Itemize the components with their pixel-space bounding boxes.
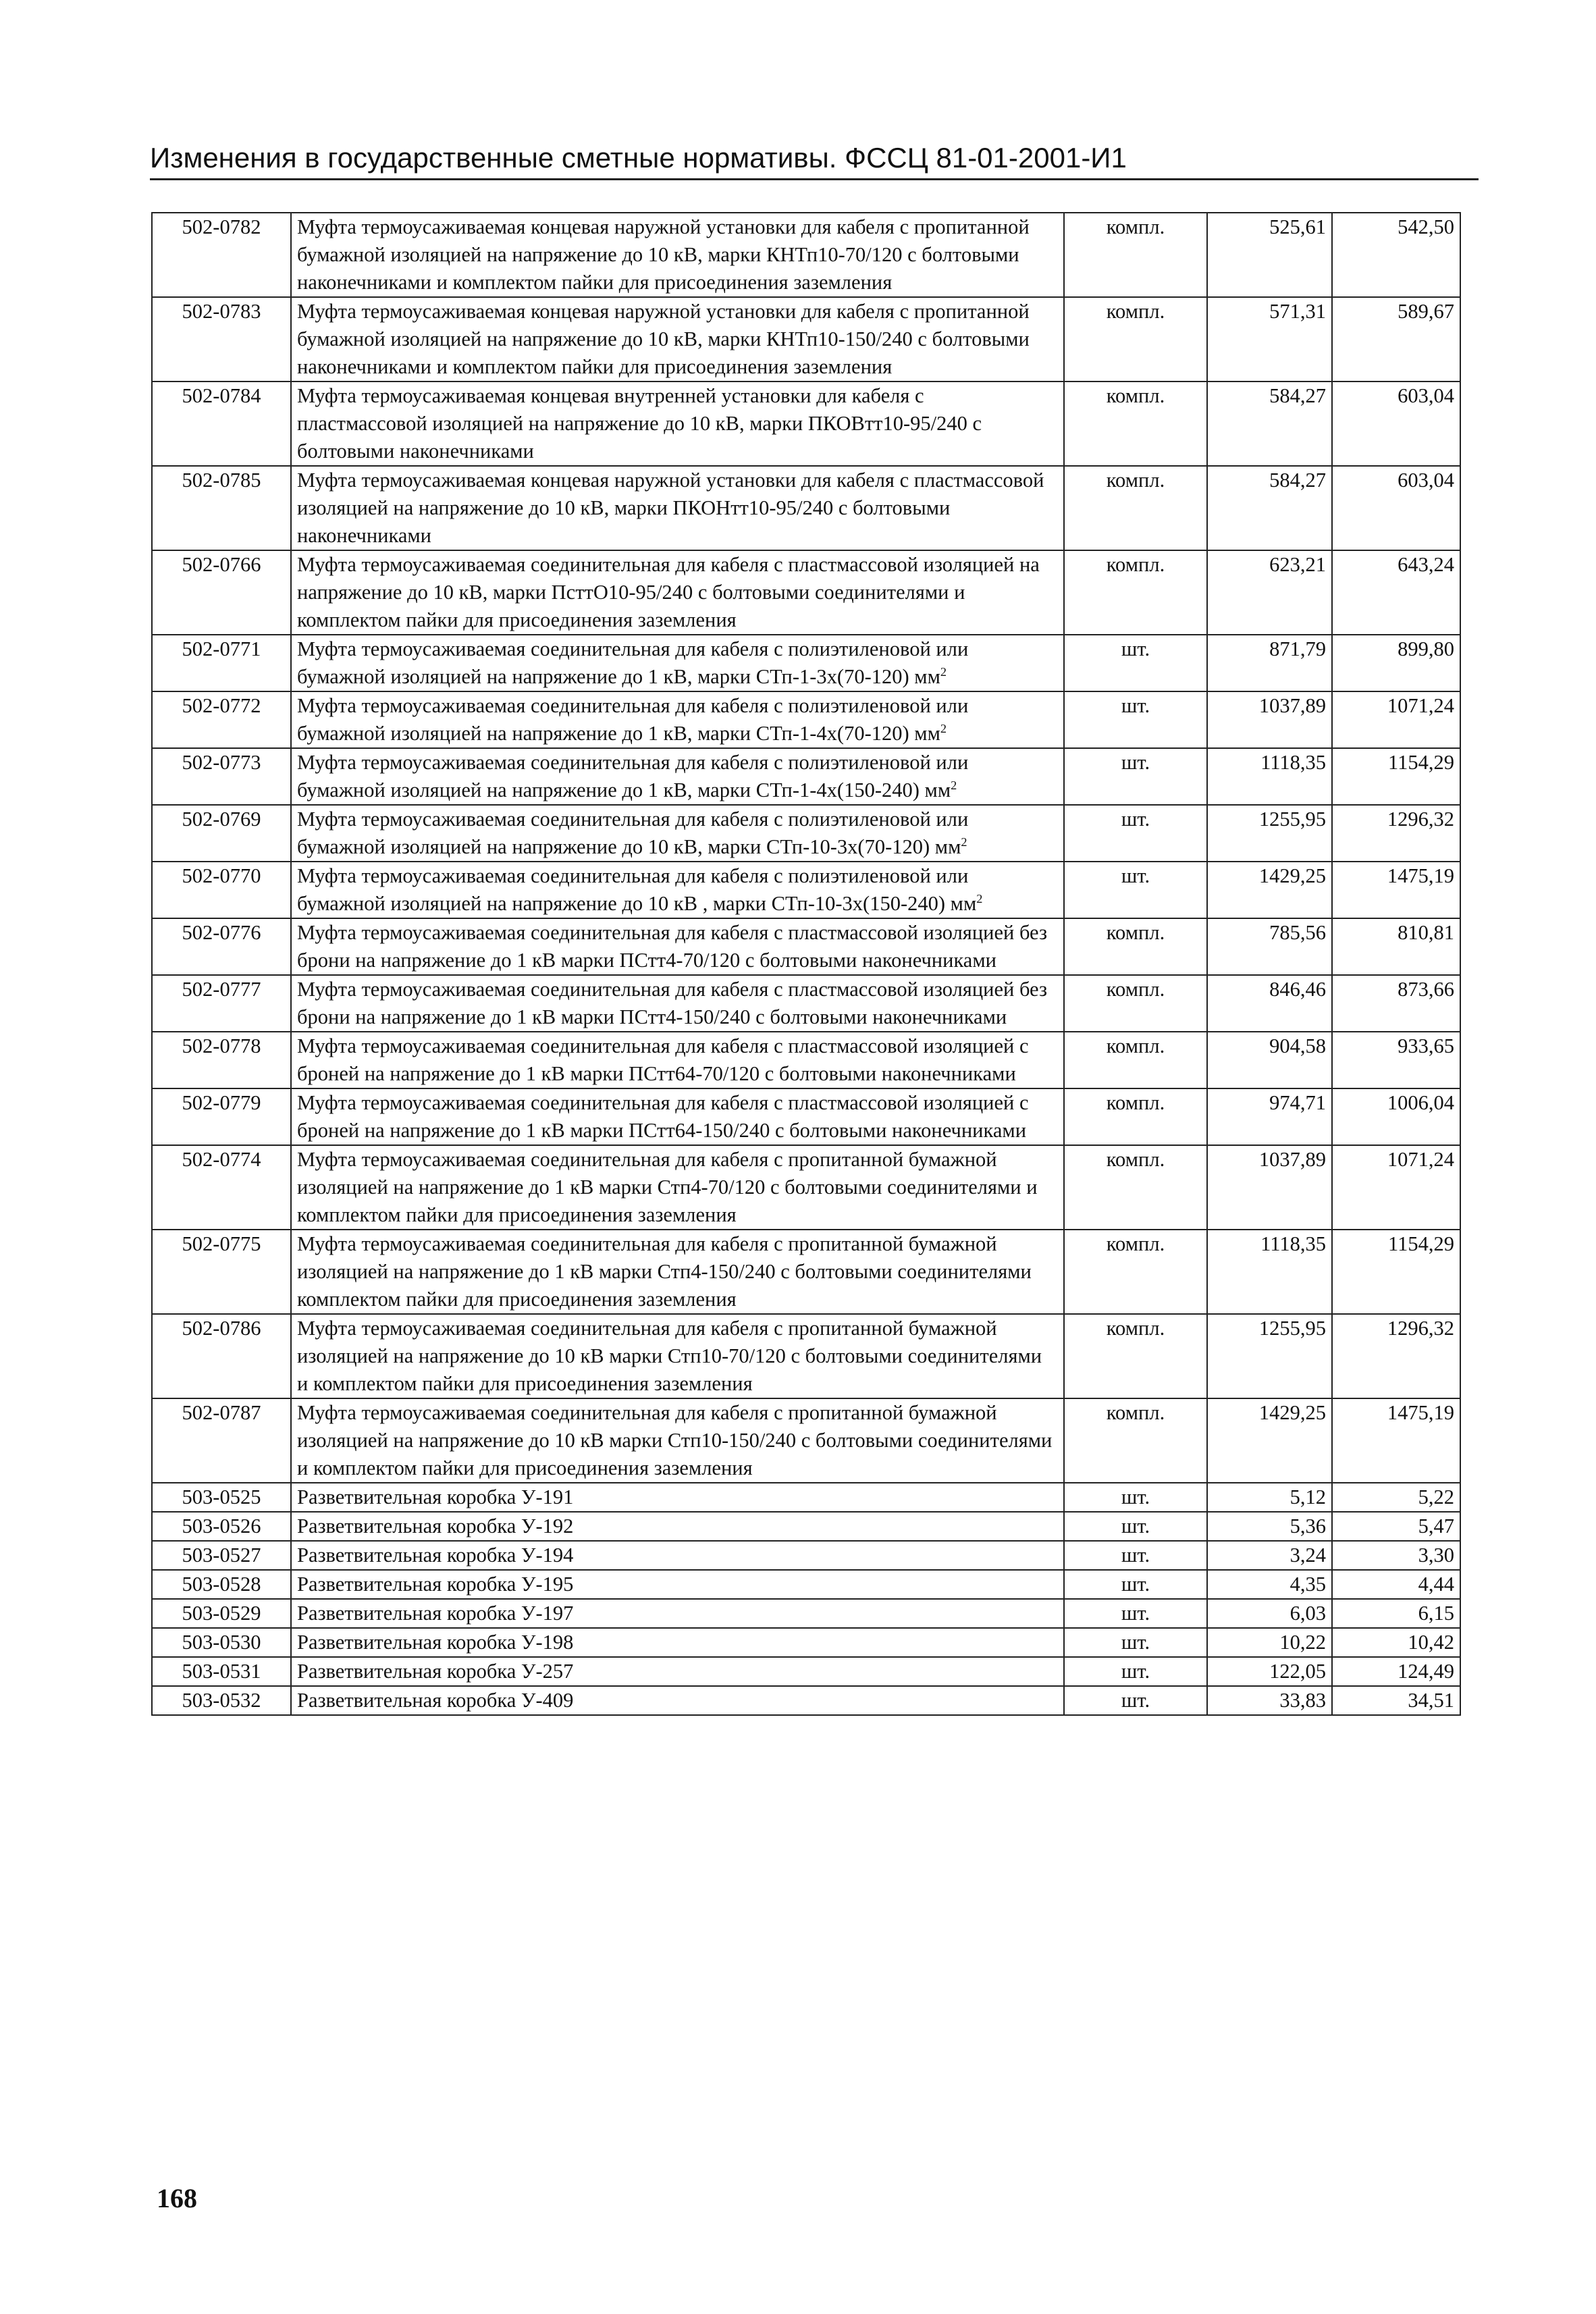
price-new-text: 1154,29	[1388, 1232, 1454, 1255]
table-row	[152, 1314, 1460, 1398]
measure-unit-text: шт.	[1121, 1485, 1150, 1508]
resource-description-text: Муфта термоусаживаемая соединительная для кабеля с полиэтиленовой или бумажной изоляцией на напряжение до 1 кВ, марки СТп-1-4х(70-120) мм	[297, 694, 969, 745]
measure-unit	[1064, 466, 1207, 550]
measure-unit-text: компл.	[1106, 1317, 1165, 1340]
price-table-body	[152, 213, 1460, 1715]
price-table	[151, 212, 1461, 1716]
resource-code-text: 503-0529	[182, 1602, 261, 1625]
price-new-text: 34,51	[1408, 1689, 1454, 1712]
price-current-text: 584,27	[1269, 469, 1326, 492]
price-new	[1332, 1398, 1460, 1483]
measure-unit	[1064, 975, 1207, 1032]
resource-code-text: 502-0787	[182, 1401, 261, 1424]
price-new-text: 643,24	[1398, 553, 1454, 576]
table-row	[152, 1628, 1460, 1657]
measure-unit-text: компл.	[1106, 978, 1165, 1001]
table-row	[152, 466, 1460, 550]
price-new-text: 933,65	[1398, 1034, 1454, 1057]
table-row	[152, 635, 1460, 691]
resource-description	[291, 918, 1064, 975]
resource-code	[152, 550, 291, 635]
measure-unit	[1064, 635, 1207, 691]
price-new-text: 810,81	[1398, 921, 1454, 944]
price-current	[1207, 1657, 1332, 1686]
page-header: Изменения в государственные сметные нормативы. ФССЦ 81-01-2001-И1	[150, 139, 1479, 180]
measure-unit	[1064, 382, 1207, 466]
resource-description	[291, 635, 1064, 691]
measure-unit-text: шт.	[1121, 808, 1150, 831]
resource-description-text: Муфта термоусаживаемая концевая наружной установки для кабеля с пропитанной бумажной изоляцией на напряжение до 10 кВ, марки КНТп10-150/240 с болтовыми наконечниками и комплектом пайки для присоединения заземления	[297, 300, 1030, 378]
measure-unit	[1064, 862, 1207, 918]
price-current-text: 846,46	[1269, 978, 1326, 1001]
price-current	[1207, 918, 1332, 975]
resource-description-text: Разветвительная коробка У-191	[297, 1485, 574, 1508]
measure-unit-text: шт.	[1121, 1544, 1150, 1567]
price-current-text: 1255,95	[1258, 1317, 1326, 1340]
unit-superscript: 2	[951, 778, 957, 792]
resource-description	[291, 805, 1064, 862]
price-new	[1332, 748, 1460, 805]
measure-unit-text: шт.	[1121, 751, 1150, 774]
resource-description	[291, 1088, 1064, 1145]
resource-description-text: Муфта термоусаживаемая соединительная для кабеля с полиэтиленовой или бумажной изоляцией на напряжение до 10 кВ, марки СТп-10-3х(70-120) мм	[297, 808, 969, 858]
unit-superscript: 2	[976, 891, 983, 905]
resource-description-text: Муфта термоусаживаемая концевая наружной установки для кабеля с пластмассовой изоляцией на напряжение до 10 кВ, марки ПКОНтт10-95/240 с болтовыми наконечниками	[297, 469, 1044, 547]
resource-description	[291, 466, 1064, 550]
resource-description-text: Муфта термоусаживаемая соединительная для кабеля с полиэтиленовой или бумажной изоляцией на напряжение до 10 кВ , марки СТп-10-3х(150-240) мм	[297, 864, 977, 915]
resource-code-text: 502-0773	[182, 751, 261, 774]
price-new	[1332, 1483, 1460, 1512]
table-row	[152, 862, 1460, 918]
price-new	[1332, 297, 1460, 382]
resource-code	[152, 1230, 291, 1314]
resource-code-text: 502-0766	[182, 553, 261, 576]
resource-description	[291, 1483, 1064, 1512]
measure-unit	[1064, 1088, 1207, 1145]
price-current	[1207, 1398, 1332, 1483]
price-current	[1207, 1230, 1332, 1314]
table-row	[152, 1541, 1460, 1570]
price-current-text: 525,61	[1269, 215, 1326, 238]
measure-unit	[1064, 1541, 1207, 1570]
price-new	[1332, 1088, 1460, 1145]
price-current	[1207, 691, 1332, 748]
price-current-text: 1118,35	[1260, 751, 1326, 774]
price-new-text: 1296,32	[1387, 1317, 1454, 1340]
measure-unit-text: компл.	[1106, 384, 1165, 407]
price-new-text: 10,42	[1408, 1631, 1454, 1654]
resource-description	[291, 1686, 1064, 1715]
price-current-text: 1037,89	[1258, 694, 1326, 717]
price-new-text: 1154,29	[1388, 751, 1454, 774]
measure-unit-text: компл.	[1106, 1401, 1165, 1424]
table-row	[152, 1483, 1460, 1512]
price-current	[1207, 297, 1332, 382]
price-new	[1332, 918, 1460, 975]
resource-description	[291, 1314, 1064, 1398]
resource-description-text: Разветвительная коробка У-409	[297, 1689, 574, 1712]
price-new-text: 873,66	[1398, 978, 1454, 1001]
resource-description	[291, 550, 1064, 635]
resource-description	[291, 748, 1064, 805]
measure-unit	[1064, 1230, 1207, 1314]
resource-description-text: Муфта термоусаживаемая соединительная для кабеля с полиэтиленовой или бумажной изоляцией на напряжение до 1 кВ, марки СТп-1-3х(70-120) мм	[297, 637, 969, 688]
price-current	[1207, 1314, 1332, 1398]
resource-code-text: 503-0528	[182, 1573, 261, 1596]
price-new-text: 603,04	[1398, 469, 1454, 492]
resource-code	[152, 635, 291, 691]
price-new-text: 1071,24	[1387, 1148, 1454, 1171]
measure-unit-text: компл.	[1106, 469, 1165, 492]
measure-unit	[1064, 213, 1207, 297]
price-current	[1207, 748, 1332, 805]
resource-code	[152, 1541, 291, 1570]
resource-code-text: 503-0531	[182, 1660, 261, 1683]
price-current	[1207, 805, 1332, 862]
price-new-text: 1475,19	[1387, 864, 1454, 887]
measure-unit	[1064, 1145, 1207, 1230]
price-current-text: 623,21	[1269, 553, 1326, 576]
measure-unit	[1064, 805, 1207, 862]
price-new-text: 1071,24	[1387, 694, 1454, 717]
measure-unit	[1064, 1314, 1207, 1398]
resource-code	[152, 1657, 291, 1686]
price-new	[1332, 975, 1460, 1032]
resource-code-text: 502-0771	[182, 637, 261, 660]
resource-description	[291, 862, 1064, 918]
price-new	[1332, 635, 1460, 691]
price-current	[1207, 1599, 1332, 1628]
price-current-text: 785,56	[1269, 921, 1326, 944]
price-new	[1332, 382, 1460, 466]
price-new	[1332, 550, 1460, 635]
measure-unit	[1064, 1032, 1207, 1088]
table-row	[152, 1599, 1460, 1628]
table-row	[152, 918, 1460, 975]
price-new-text: 899,80	[1398, 637, 1454, 660]
price-current	[1207, 975, 1332, 1032]
resource-code-text: 503-0526	[182, 1515, 261, 1537]
resource-code	[152, 1032, 291, 1088]
price-current-text: 1429,25	[1258, 1401, 1326, 1424]
price-current-text: 6,03	[1289, 1602, 1326, 1625]
resource-code	[152, 691, 291, 748]
resource-code	[152, 862, 291, 918]
measure-unit	[1064, 1398, 1207, 1483]
resource-code-text: 502-0777	[182, 978, 261, 1001]
price-current	[1207, 1628, 1332, 1657]
price-current-text: 5,12	[1289, 1485, 1326, 1508]
resource-description-text: Муфта термоусаживаемая соединительная для кабеля с пластмассовой изоляцией с броней на напряжение до 1 кВ марки ПСтт64-70/120 с болтовыми наконечниками	[297, 1034, 1029, 1085]
resource-description-text: Разветвительная коробка У-192	[297, 1515, 574, 1537]
resource-description	[291, 1032, 1064, 1088]
measure-unit-text: шт.	[1121, 864, 1150, 887]
resource-code-text: 503-0527	[182, 1544, 261, 1567]
resource-description-text: Муфта термоусаживаемая соединительная для кабеля с пластмассовой изоляцией без брони на напряжение до 1 кВ марки ПСтт4-70/120 с болтовыми наконечниками	[297, 921, 1048, 972]
resource-description	[291, 213, 1064, 297]
resource-code	[152, 1483, 291, 1512]
price-current-text: 5,36	[1289, 1515, 1326, 1537]
resource-description-text: Муфта термоусаживаемая соединительная для кабеля с пропитанной бумажной изоляцией на напряжение до 1 кВ марки Стп4-150/240 с болтовыми соединителями комплектом пайки для присоединения заземления	[297, 1232, 1032, 1311]
resource-code	[152, 466, 291, 550]
measure-unit-text: шт.	[1121, 1602, 1150, 1625]
table-row	[152, 1032, 1460, 1088]
measure-unit-text: компл.	[1106, 921, 1165, 944]
resource-code-text: 502-0774	[182, 1148, 261, 1171]
measure-unit	[1064, 1628, 1207, 1657]
price-current	[1207, 213, 1332, 297]
measure-unit	[1064, 1570, 1207, 1599]
measure-unit-text: шт.	[1121, 1689, 1150, 1712]
table-row	[152, 1088, 1460, 1145]
measure-unit	[1064, 1599, 1207, 1628]
resource-code-text: 502-0779	[182, 1091, 261, 1114]
resource-description	[291, 1512, 1064, 1541]
measure-unit-text: шт.	[1121, 1660, 1150, 1683]
price-new-text: 603,04	[1398, 384, 1454, 407]
resource-description	[291, 297, 1064, 382]
price-new-text: 1006,04	[1387, 1091, 1454, 1114]
price-new	[1332, 862, 1460, 918]
resource-description	[291, 1145, 1064, 1230]
measure-unit	[1064, 691, 1207, 748]
measure-unit-text: компл.	[1106, 1091, 1165, 1114]
resource-code	[152, 975, 291, 1032]
resource-code-text: 502-0785	[182, 469, 261, 492]
resource-description	[291, 382, 1064, 466]
measure-unit-text: компл.	[1106, 1034, 1165, 1057]
measure-unit	[1064, 1686, 1207, 1715]
price-current-text: 1118,35	[1260, 1232, 1326, 1255]
resource-code-text: 502-0769	[182, 808, 261, 831]
resource-code	[152, 1628, 291, 1657]
measure-unit-text: компл.	[1106, 553, 1165, 576]
price-current-text: 1429,25	[1258, 864, 1326, 887]
price-current-text: 33,83	[1279, 1689, 1326, 1712]
price-new	[1332, 1657, 1460, 1686]
resource-description	[291, 1570, 1064, 1599]
resource-code-text: 502-0786	[182, 1317, 261, 1340]
resource-code	[152, 918, 291, 975]
measure-unit-text: шт.	[1121, 1631, 1150, 1654]
resource-description-text: Муфта термоусаживаемая соединительная для кабеля с пропитанной бумажной изоляцией на напряжение до 10 кВ марки Стп10-150/240 с болтовыми соединителями и комплектом пайки для присоединения заземления	[297, 1401, 1053, 1479]
price-new	[1332, 213, 1460, 297]
price-current-text: 1037,89	[1258, 1148, 1326, 1171]
measure-unit	[1064, 550, 1207, 635]
price-current-text: 871,79	[1269, 637, 1326, 660]
table-row	[152, 297, 1460, 382]
table-row	[152, 975, 1460, 1032]
price-current	[1207, 466, 1332, 550]
price-new	[1332, 1686, 1460, 1715]
price-new	[1332, 805, 1460, 862]
resource-code-text: 502-0776	[182, 921, 261, 944]
resource-code	[152, 1088, 291, 1145]
resource-description-text: Муфта термоусаживаемая соединительная для кабеля с пластмассовой изоляцией с броней на напряжение до 1 кВ марки ПСтт64-150/240 с болтовыми наконечниками	[297, 1091, 1029, 1142]
price-current	[1207, 550, 1332, 635]
price-current	[1207, 1145, 1332, 1230]
table-row	[152, 550, 1460, 635]
resource-description-text: Разветвительная коробка У-257	[297, 1660, 574, 1683]
price-current-text: 584,27	[1269, 384, 1326, 407]
measure-unit	[1064, 918, 1207, 975]
price-current-text: 122,05	[1269, 1660, 1326, 1683]
price-new-text: 6,15	[1418, 1602, 1454, 1625]
unit-superscript: 2	[940, 721, 947, 735]
resource-code	[152, 1314, 291, 1398]
price-new	[1332, 691, 1460, 748]
resource-code-text: 503-0525	[182, 1485, 261, 1508]
measure-unit-text: компл.	[1106, 1148, 1165, 1171]
table-row	[152, 1657, 1460, 1686]
table-row	[152, 1570, 1460, 1599]
table-row	[152, 805, 1460, 862]
measure-unit-text: компл.	[1106, 215, 1165, 238]
price-current-text: 10,22	[1279, 1631, 1326, 1654]
table-row	[152, 213, 1460, 297]
resource-description-text: Разветвительная коробка У-195	[297, 1573, 574, 1596]
price-current	[1207, 1570, 1332, 1599]
resource-description-text: Разветвительная коробка У-198	[297, 1631, 574, 1654]
resource-code-text: 502-0784	[182, 384, 261, 407]
price-current	[1207, 1541, 1332, 1570]
price-new-text: 124,49	[1398, 1660, 1454, 1683]
price-new	[1332, 1230, 1460, 1314]
resource-description	[291, 691, 1064, 748]
price-current	[1207, 382, 1332, 466]
table-row	[152, 1145, 1460, 1230]
unit-superscript: 2	[961, 835, 967, 849]
measure-unit	[1064, 1657, 1207, 1686]
price-current	[1207, 1483, 1332, 1512]
price-current-text: 3,24	[1289, 1544, 1326, 1567]
measure-unit	[1064, 1483, 1207, 1512]
price-new-text: 542,50	[1398, 215, 1454, 238]
price-current	[1207, 1032, 1332, 1088]
resource-description	[291, 975, 1064, 1032]
resource-code-text: 502-0782	[182, 215, 261, 238]
table-row	[152, 1230, 1460, 1314]
price-current-text: 1255,95	[1258, 808, 1326, 831]
resource-description-text: Муфта термоусаживаемая концевая внутренней установки для кабеля с пластмассовой изоляцией на напряжение до 10 кВ, марки ПКОВтт10-95/240 с болтовыми наконечниками	[297, 384, 982, 463]
resource-description-text: Муфта термоусаживаемая соединительная для кабеля с полиэтиленовой или бумажной изоляцией на напряжение до 1 кВ, марки СТп-1-4х(150-240) мм	[297, 751, 969, 801]
table-row	[152, 1398, 1460, 1483]
price-current	[1207, 1686, 1332, 1715]
measure-unit-text: шт.	[1121, 637, 1150, 660]
resource-description-text: Муфта термоусаживаемая соединительная для кабеля с пластмассовой изоляцией без брони на напряжение до 1 кВ марки ПСтт4-150/240 с болтовыми наконечниками	[297, 978, 1048, 1028]
resource-description	[291, 1541, 1064, 1570]
resource-code-text: 502-0783	[182, 300, 261, 323]
price-new	[1332, 1541, 1460, 1570]
resource-description	[291, 1657, 1064, 1686]
price-new	[1332, 1570, 1460, 1599]
resource-code-text: 503-0532	[182, 1689, 261, 1712]
measure-unit	[1064, 297, 1207, 382]
measure-unit-text: компл.	[1106, 1232, 1165, 1255]
price-current-text: 571,31	[1269, 300, 1326, 323]
price-new	[1332, 1314, 1460, 1398]
price-new-text: 5,22	[1418, 1485, 1454, 1508]
measure-unit-text: шт.	[1121, 694, 1150, 717]
price-new	[1332, 1512, 1460, 1541]
resource-code	[152, 1570, 291, 1599]
resource-description-text: Муфта термоусаживаемая концевая наружной установки для кабеля с пропитанной бумажной изоляцией на напряжение до 10 кВ, марки КНТп10-70/120 с болтовыми наконечниками и комплектом пайки для присоединения заземления	[297, 215, 1030, 294]
price-new	[1332, 1628, 1460, 1657]
price-current	[1207, 862, 1332, 918]
resource-description-text: Разветвительная коробка У-197	[297, 1602, 574, 1625]
price-current-text: 904,58	[1269, 1034, 1326, 1057]
page-number: 168	[157, 2183, 197, 2213]
resource-code	[152, 1398, 291, 1483]
resource-description-text: Муфта термоусаживаемая соединительная для кабеля с пропитанной бумажной изоляцией на напряжение до 10 кВ марки Стп10-70/120 с болтовыми соединителями и комплектом пайки для присоединения заземления	[297, 1317, 1042, 1395]
resource-code	[152, 1145, 291, 1230]
resource-code	[152, 213, 291, 297]
table-row	[152, 691, 1460, 748]
table-row	[152, 1512, 1460, 1541]
resource-code-text: 502-0778	[182, 1034, 261, 1057]
price-new-text: 4,44	[1418, 1573, 1454, 1596]
price-current-text: 4,35	[1289, 1573, 1326, 1596]
resource-description-text: Муфта термоусаживаемая соединительная для кабеля с пластмассовой изоляцией на напряжение до 10 кВ, марки ПсттО10-95/240 с болтовыми соединителями и комплектом пайки для присоединения заземления	[297, 553, 1040, 631]
measure-unit	[1064, 748, 1207, 805]
price-current-text: 974,71	[1269, 1091, 1326, 1114]
resource-code	[152, 1686, 291, 1715]
resource-code-text: 502-0775	[182, 1232, 261, 1255]
table-row	[152, 748, 1460, 805]
measure-unit-text: компл.	[1106, 300, 1165, 323]
resource-code	[152, 297, 291, 382]
measure-unit-text: шт.	[1121, 1573, 1150, 1596]
resource-description	[291, 1230, 1064, 1314]
resource-description	[291, 1599, 1064, 1628]
resource-description-text: Разветвительная коробка У-194	[297, 1544, 574, 1567]
table-row	[152, 382, 1460, 466]
price-new-text: 1475,19	[1387, 1401, 1454, 1424]
resource-code	[152, 1512, 291, 1541]
price-current	[1207, 1512, 1332, 1541]
price-new-text: 1296,32	[1387, 808, 1454, 831]
unit-superscript: 2	[940, 664, 947, 679]
resource-description	[291, 1628, 1064, 1657]
resource-code	[152, 382, 291, 466]
resource-code-text: 502-0772	[182, 694, 261, 717]
price-new-text: 3,30	[1418, 1544, 1454, 1567]
price-new	[1332, 466, 1460, 550]
resource-code	[152, 748, 291, 805]
price-current	[1207, 1088, 1332, 1145]
price-new-text: 589,67	[1398, 300, 1454, 323]
measure-unit-text: шт.	[1121, 1515, 1150, 1537]
resource-description	[291, 1398, 1064, 1483]
table-row	[152, 1686, 1460, 1715]
price-new	[1332, 1599, 1460, 1628]
resource-code-text: 502-0770	[182, 864, 261, 887]
resource-description-text: Муфта термоусаживаемая соединительная для кабеля с пропитанной бумажной изоляцией на напряжение до 1 кВ марки Стп4-70/120 с болтовыми соединителями и комплектом пайки для присоединения заземления	[297, 1148, 1038, 1226]
price-new	[1332, 1032, 1460, 1088]
resource-code	[152, 805, 291, 862]
price-current	[1207, 635, 1332, 691]
resource-code-text: 503-0530	[182, 1631, 261, 1654]
measure-unit	[1064, 1512, 1207, 1541]
price-new-text: 5,47	[1418, 1515, 1454, 1537]
price-new	[1332, 1145, 1460, 1230]
resource-code	[152, 1599, 291, 1628]
